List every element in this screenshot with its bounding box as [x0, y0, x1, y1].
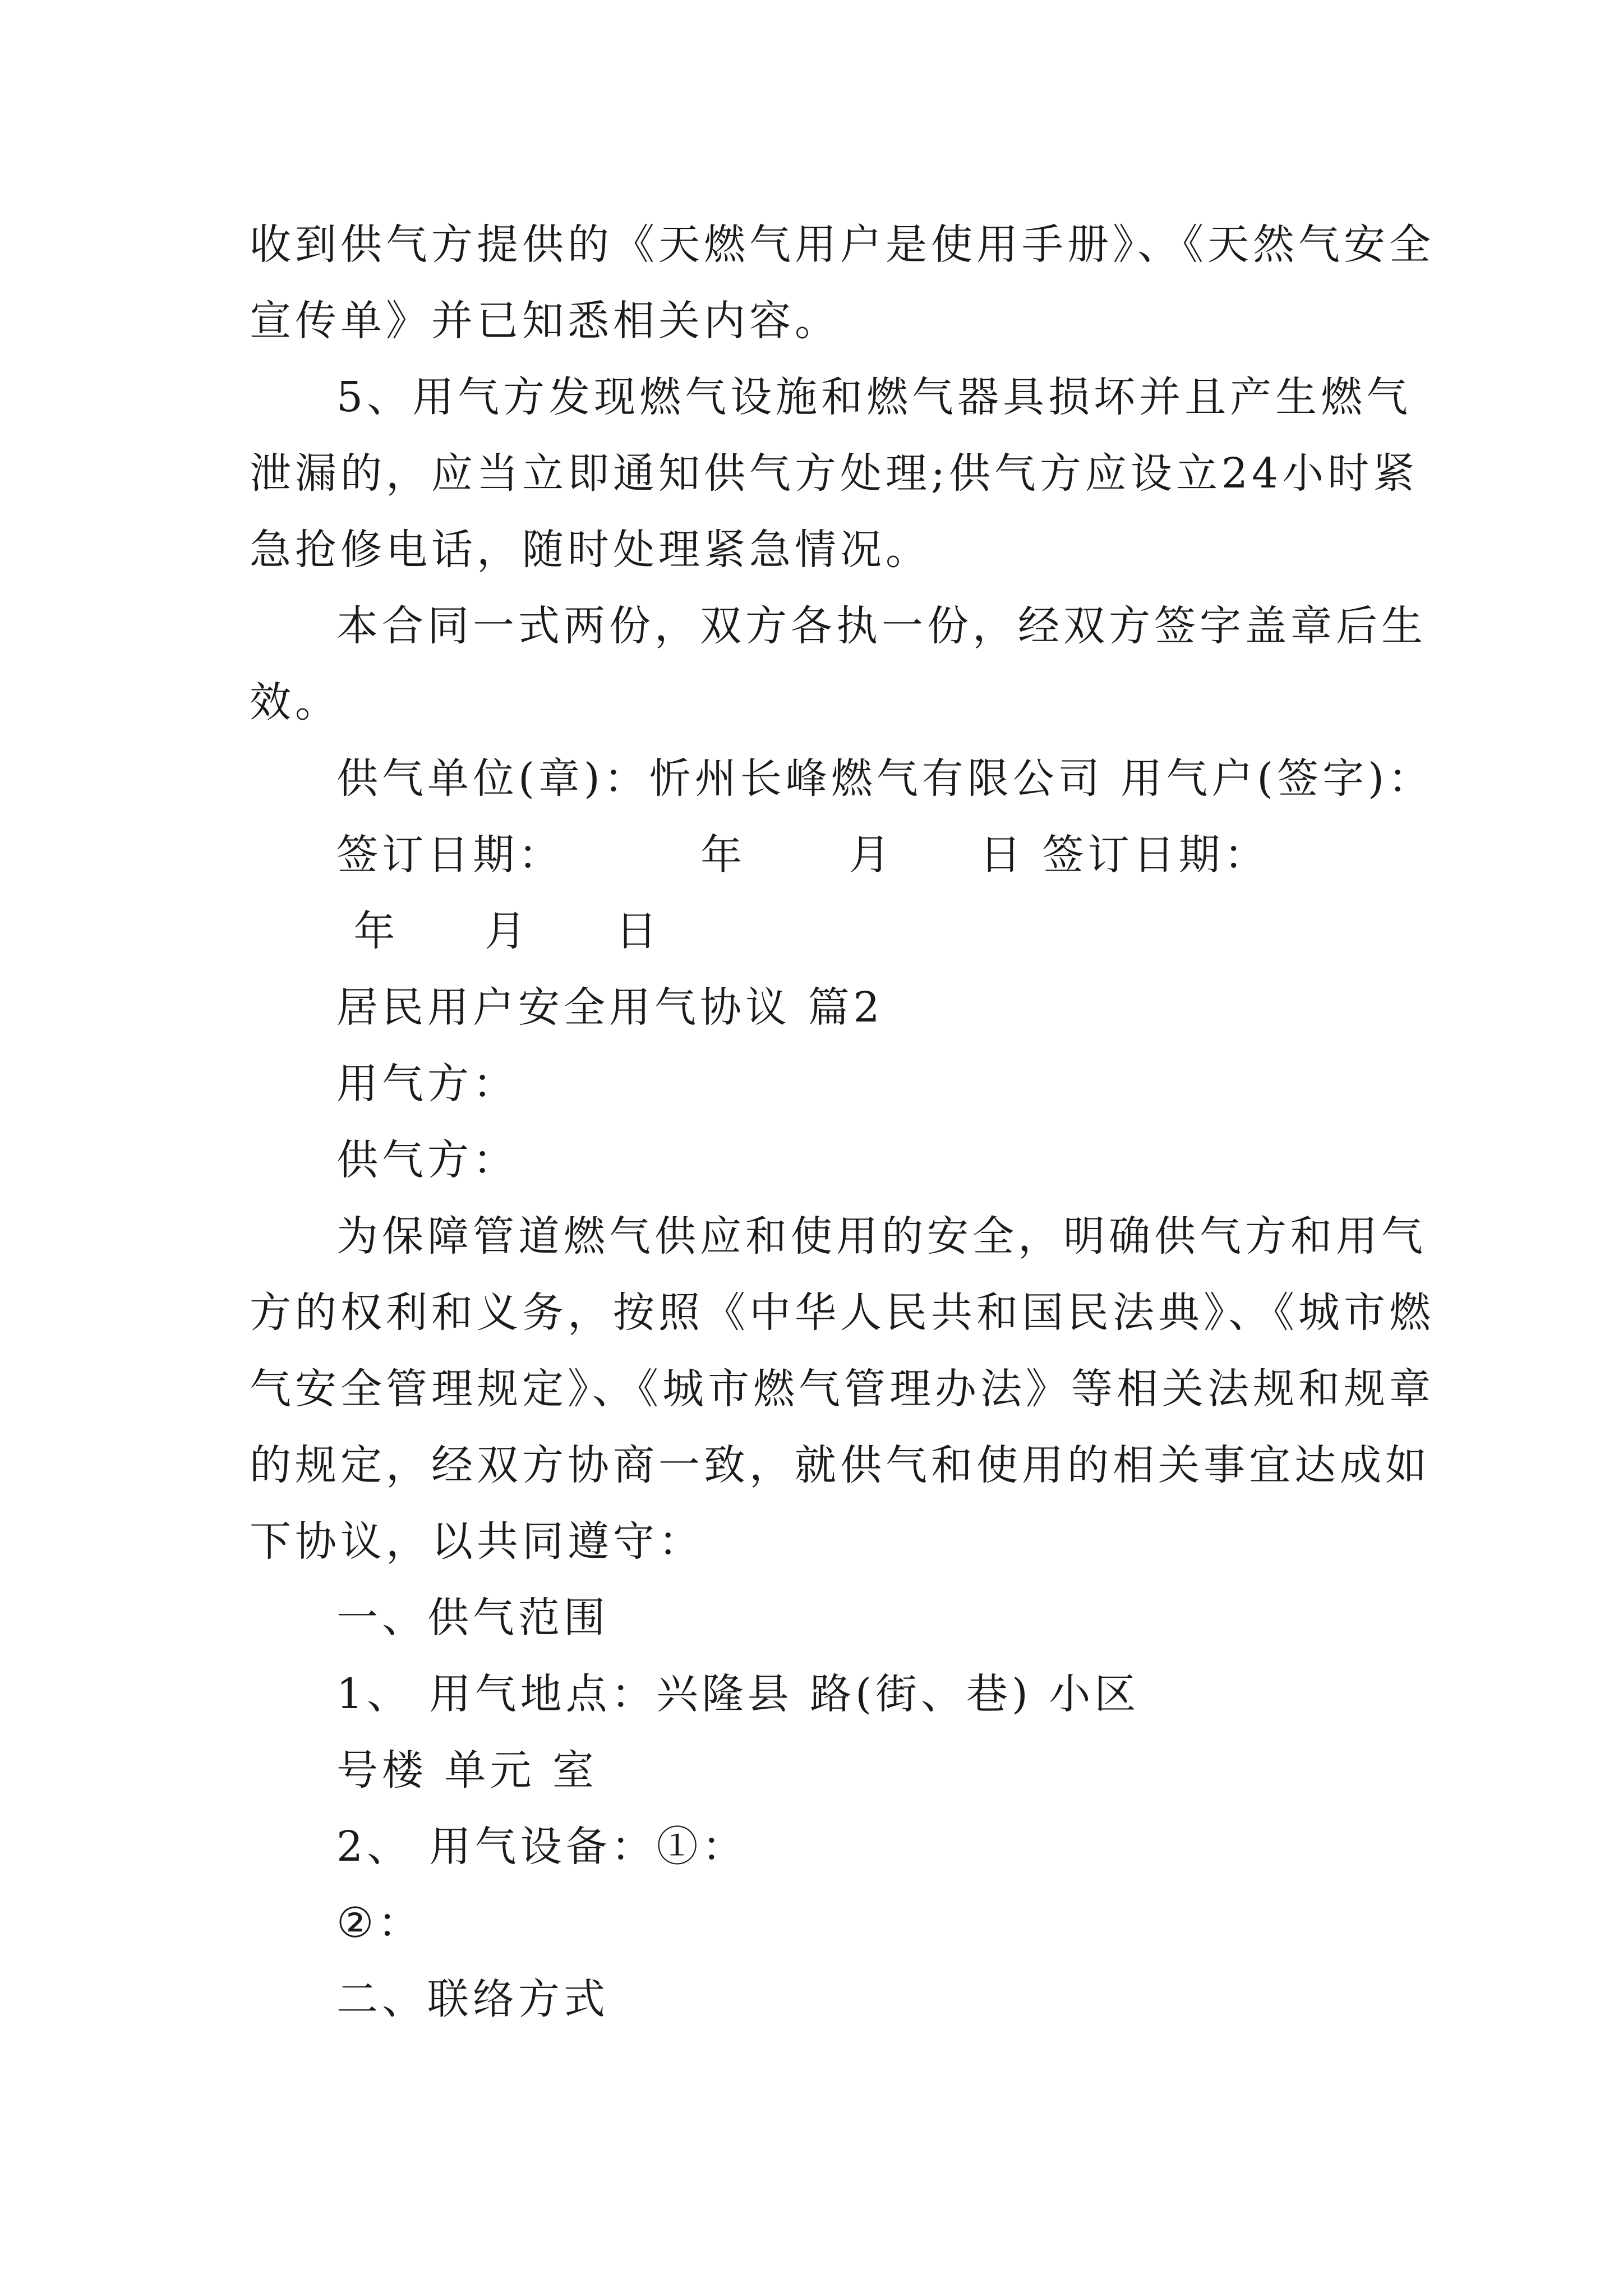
text-line: 签订日期： 年 月 日 签订日期： [336, 831, 1270, 879]
text-line: 的规定，经双方协商一致，就供气和使用的相关事宜达成如 [250, 1441, 1431, 1489]
text-line: 一、供气范围 [336, 1594, 609, 1642]
text-line: 收到供气方提供的《天燃气用户是使用手册》、《天然气安全 [250, 220, 1435, 269]
text-line: 气安全管理规定》、《城市燃气管理办法》等相关法规和规章 [250, 1365, 1435, 1413]
text-line: 2、 用气设备：①： [336, 1823, 748, 1871]
text-line: 号楼 单元 室 [336, 1746, 598, 1795]
text-line: 方的权利和义务，按照《中华人民共和国民法典》、《城市燃 [250, 1289, 1435, 1337]
section-heading: 居民用户安全用气协议 篇2 [336, 983, 884, 1032]
text-line: 宣传单》并已知悉相关内容。 [250, 297, 840, 345]
text-line: 年 月 日 [336, 907, 661, 955]
text-line: 1、 用气地点：兴隆县 路(街、巷) 小区 [336, 1670, 1140, 1718]
text-line: 5、用气方发现燃气设施和燃气器具损坏并且产生燃气 [336, 373, 1412, 421]
text-line: 为保障管道燃气供应和使用的安全，明确供气方和用气 [336, 1212, 1427, 1260]
text-line: ②： [336, 1899, 423, 1947]
text-line: 效。 [250, 678, 340, 726]
text-line: 二、联络方式 [336, 1975, 609, 2023]
text-line: 供气单位(章)：忻州长峰燃气有限公司 用气户(签字)： [336, 754, 1434, 803]
text-line: 泄漏的，应当立即通知供气方处理;供气方应设立24小时紧 [250, 449, 1419, 498]
text-line: 急抢修电话，随时处理紧急情况。 [250, 526, 931, 574]
text-line: 供气方： [336, 1136, 518, 1184]
text-line: 用气方： [336, 1060, 518, 1108]
text-line: 本合同一式两份，双方各执一份，经双方签字盖章后生 [336, 602, 1427, 650]
text-line: 下协议，以共同遵守： [250, 1517, 704, 1566]
